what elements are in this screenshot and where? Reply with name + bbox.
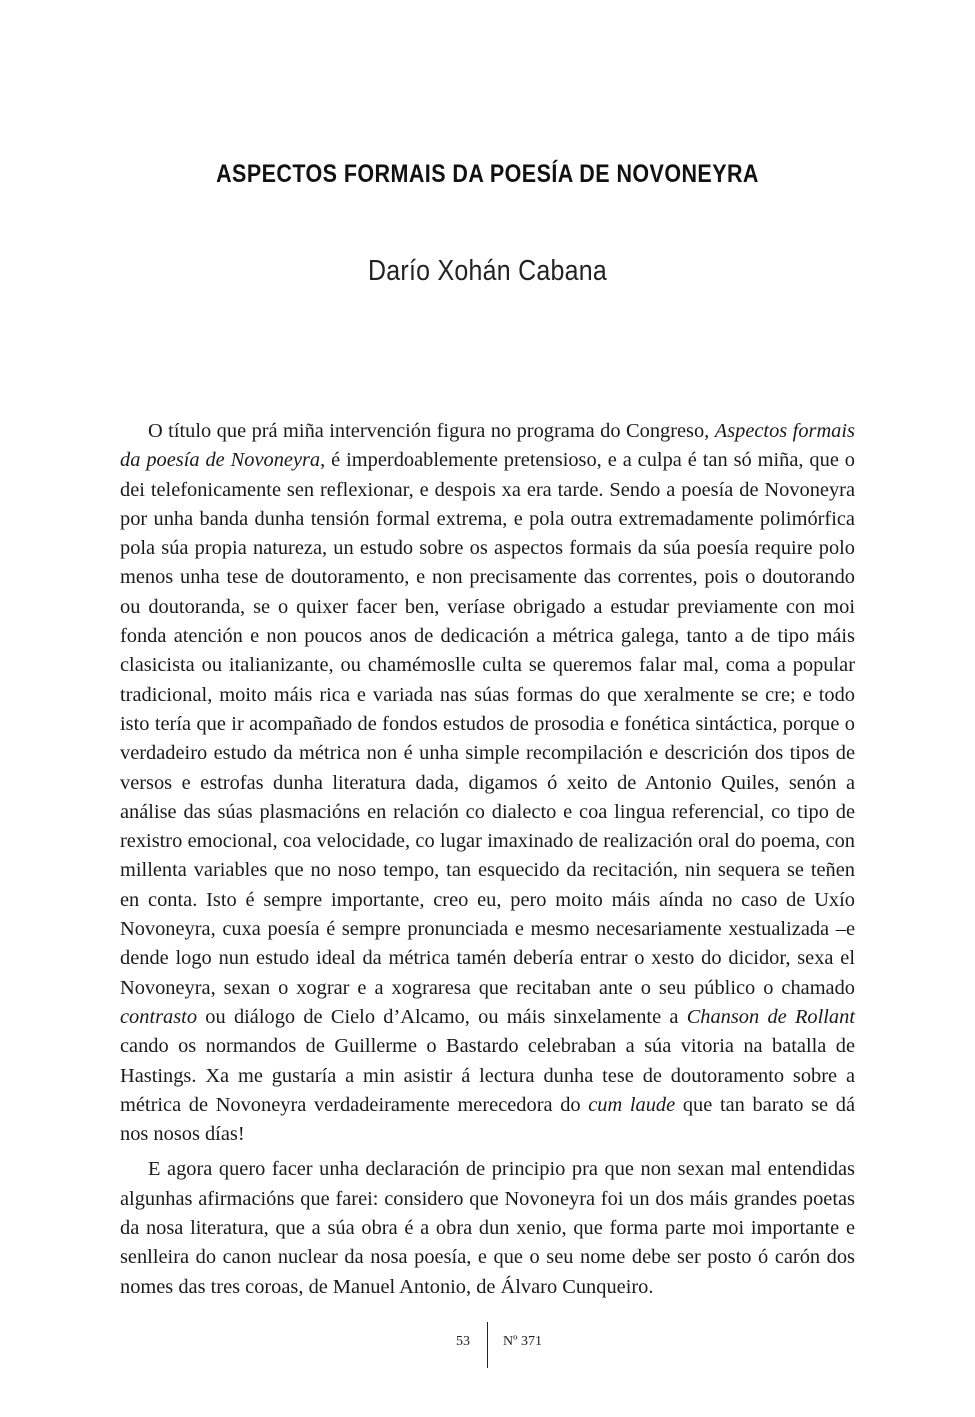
text-run: ou diálogo de Cielo d’Alcamo, ou máis sinxelamente a [197,1005,687,1028]
footer-divider [487,1322,488,1368]
issue-number: Nº 371 [503,1334,542,1349]
paragraph [120,1155,855,1301]
article-author: Darío Xohán Cabana [368,255,607,287]
text-run: cando os normandos de Guillerme o Bastardo celebraban a súa vitoria na batalla de Hastings. Xa me gustaría a min asistir á lectura dunha tese de doutoramento sobre a métrica de Novoneyra verdadeiramente merecedora do [120,1035,855,1116]
article-title: ASPECTOS FORMAIS DA POESÍA DE NOVONEYRA [216,159,759,188]
text-run: , é imperdoablemente pretensioso, e a culpa é tan só miña, que o dei telefonicamente sen reflexionar, e despois xa era tarde. Sendo a poesía de Novoneyra por unha banda dunha tensión formal extrema, e pola outra extremadamente polimórfica pola súa propia natureza, un estudo sobre os aspectos formais da súa poesía require polo menos unha tese de doutoramento, e non precisamente das correntes, pois o doutorando ou doutoranda, se o quixer facer ben, veríase obrigado a estudar previamente con moi fonda atención e non poucos anos de dedicación a métrica galega, tanto a de tipo máis clasicista ou italianizante, ou chamémoslle culta se queremos falar mal, coma a popular tradicional, moito máis rica e variada nas súas formas do que xeralmente se cre; e todo isto tería que ir acompañado de fondos estudos de prosodia e fonética sintáctica, porque o verdadeiro estudo da métrica non é unha simple recompilación e descrición dos tipos de versos e estrofas dunha literatura dada, digamos ó xeito de Antonio Quiles, senón a análise das súas plasmacións en relación co dialecto e coa lingua referencial, co tipo de rexistro emocional, coa velocidade, co lugar imaxinado de realización oral do poema, con millenta variables que no noso tempo, tan esquecido da recitación, nin sequera se teñen en conta. Isto é sempre importante, creo eu, pero moito máis aínda no caso de Uxío Novoneyra, cuxa poesía é sempre pronunciada e mesmo necesariamente xestualizada –e dende logo nun estudo ideal da métrica tamén debería entrar o xesto do dicidor, sexa el Novoneyra, sexan o xograr e a xograresa que recitaban ante o seu público o chamado [120,449,855,999]
text-run: O título que prá miña intervención figura no programa do Congreso, [148,420,715,442]
page-footer [0,1322,975,1372]
italic-text-run: cum laude [588,1093,676,1116]
italic-text-run: Aspectos formais da poesía de Novoneyra [120,420,855,472]
italic-text-run: Chanson de Rollant [686,1005,855,1028]
italic-text-run: contrasto [120,1005,198,1028]
page-number: 53 [456,1334,470,1349]
article-body [120,417,855,1302]
text-run: E agora quero facer unha declaración de principio pra que non sexan mal entendidas algunhas afirmacións que farei: considero que Novoneyra foi un dos máis grandes poetas da nosa literatura, que a súa obra é a obra dun xenio, que forma parte moi importante e senlleira do canon nuclear da nosa poesía, e que o seu nome debe ser posto ó carón dos nomes das tres coroas, de Manuel Antonio, de Álvaro Cunqueiro. [120,1158,855,1298]
text-run: que tan barato se dá nos nosos días! [120,1093,855,1146]
paragraph [120,417,855,1149]
